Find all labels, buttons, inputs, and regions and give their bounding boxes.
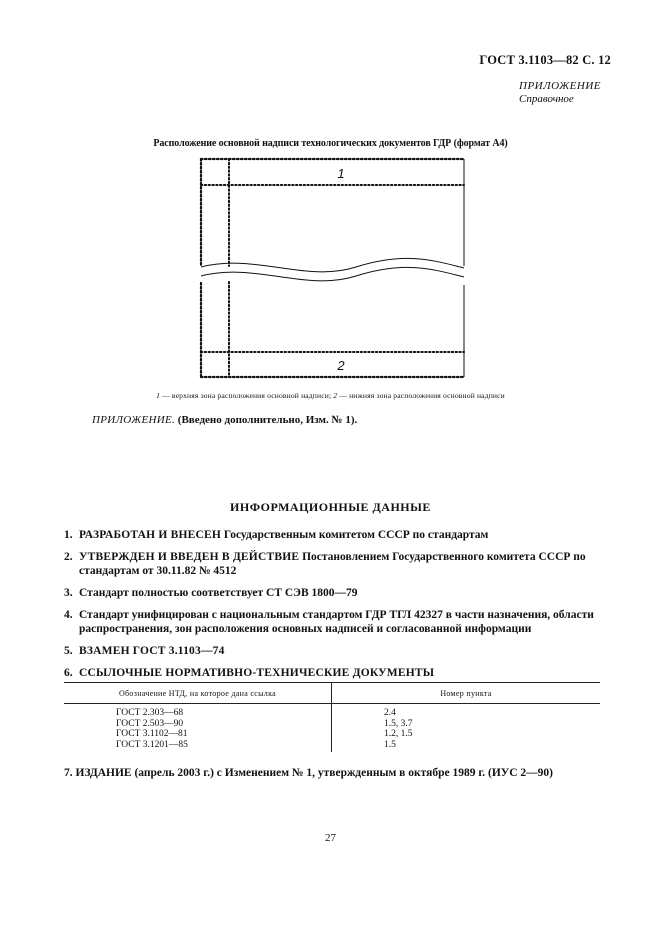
info-item — [64, 586, 604, 600]
note-text: (Введено дополнительно, Изм. № 1). — [175, 414, 358, 426]
item-text: Постановлением Государственного комитета СССР по стандартам от 30.11.82 № 4512 — [79, 551, 586, 577]
table-header-row — [64, 683, 600, 704]
item-text: Стандарт полностью соответствует СТ СЭВ 1800—79 — [79, 587, 358, 599]
column-header-clause: Номер пункта — [332, 683, 601, 704]
item-text: Стандарт унифицирован с национальным стандартом ГДР ТГЛ 42327 в части назначения, области распространения, зон расположения основных надписей и согласованной информации — [79, 609, 594, 635]
table-cell: ГОСТ 2.503—90 — [64, 719, 332, 730]
info-list — [64, 528, 604, 688]
zone-2-label: 2 — [337, 358, 345, 373]
table-cell: ГОСТ 2.303—68 — [64, 704, 332, 719]
figure-caption — [0, 391, 661, 400]
caption-num-2: 2 — [333, 391, 338, 400]
table-row — [64, 719, 600, 730]
table-row — [64, 704, 600, 719]
appendix-note — [92, 414, 357, 426]
zone-1-label: 1 — [337, 166, 345, 181]
caption-text-1: — верхняя зона расположения основной надписи; — [160, 391, 334, 400]
table-cell: 2.4 — [384, 708, 396, 718]
appendix-label — [519, 80, 601, 106]
table-cell: 1.2, 1.5 — [384, 729, 413, 739]
info-item — [64, 666, 604, 680]
info-item — [64, 550, 604, 578]
note-label: ПРИЛОЖЕНИЕ. — [92, 414, 176, 426]
item-number: 3. — [64, 587, 73, 599]
item-number: 1. — [64, 529, 73, 541]
caption-num-1: 1 — [156, 391, 161, 400]
table-cell: 1.5 — [384, 739, 396, 750]
info-heading: ИНФОРМАЦИОННЫЕ ДАННЫЕ — [230, 500, 431, 514]
appendix-title: ПРИЛОЖЕНИЕ — [519, 80, 601, 92]
item-number: 5. — [64, 645, 73, 657]
item-number: 6. — [64, 667, 73, 679]
table-row — [64, 740, 600, 753]
info-item — [64, 644, 604, 658]
document-code: ГОСТ 3.1103—82 С. 12 — [479, 53, 611, 67]
item-number: 2. — [64, 551, 73, 563]
appendix-subtitle: Справочное — [519, 93, 574, 105]
table-cell: ГОСТ 3.1102—81 — [64, 729, 332, 740]
references-table — [64, 682, 600, 752]
column-header-designation: Обозначение НТД, на которое дана ссылка — [64, 683, 332, 704]
item-label: ВЗАМЕН ГОСТ 3.1103—74 — [79, 645, 225, 657]
item-label: УТВЕРЖДЕН И ВВЕДЕН В ДЕЙСТВИЕ — [79, 551, 300, 563]
caption-text-2: — нижняя зона расположения основной надписи — [337, 391, 505, 400]
figure-title: Расположение основной надписи технологических документов ГДР (формат А4) — [153, 138, 508, 149]
item-number: 4. — [64, 609, 73, 621]
table-cell: 1.5, 3.7 — [384, 718, 413, 729]
table-cell: ГОСТ 3.1201—85 — [64, 740, 332, 753]
item-label: РАЗРАБОТАН И ВНЕСЕН — [79, 529, 222, 541]
info-item — [64, 608, 604, 636]
item-label: ССЫЛОЧНЫЕ НОРМАТИВНО-ТЕХНИЧЕСКИЕ ДОКУМЕНТЫ — [79, 667, 435, 679]
table-row — [64, 729, 600, 740]
page-number: 27 — [325, 832, 336, 844]
item-text: Государственным комитетом СССР по стандартам — [221, 529, 489, 541]
title-block-figure — [196, 155, 468, 381]
edition-info: 7. ИЗДАНИЕ (апрель 2003 г.) с Изменением № 1, утвержденным в октябре 1989 г. (ИУС 2—90) — [64, 767, 553, 779]
info-item — [64, 528, 604, 542]
